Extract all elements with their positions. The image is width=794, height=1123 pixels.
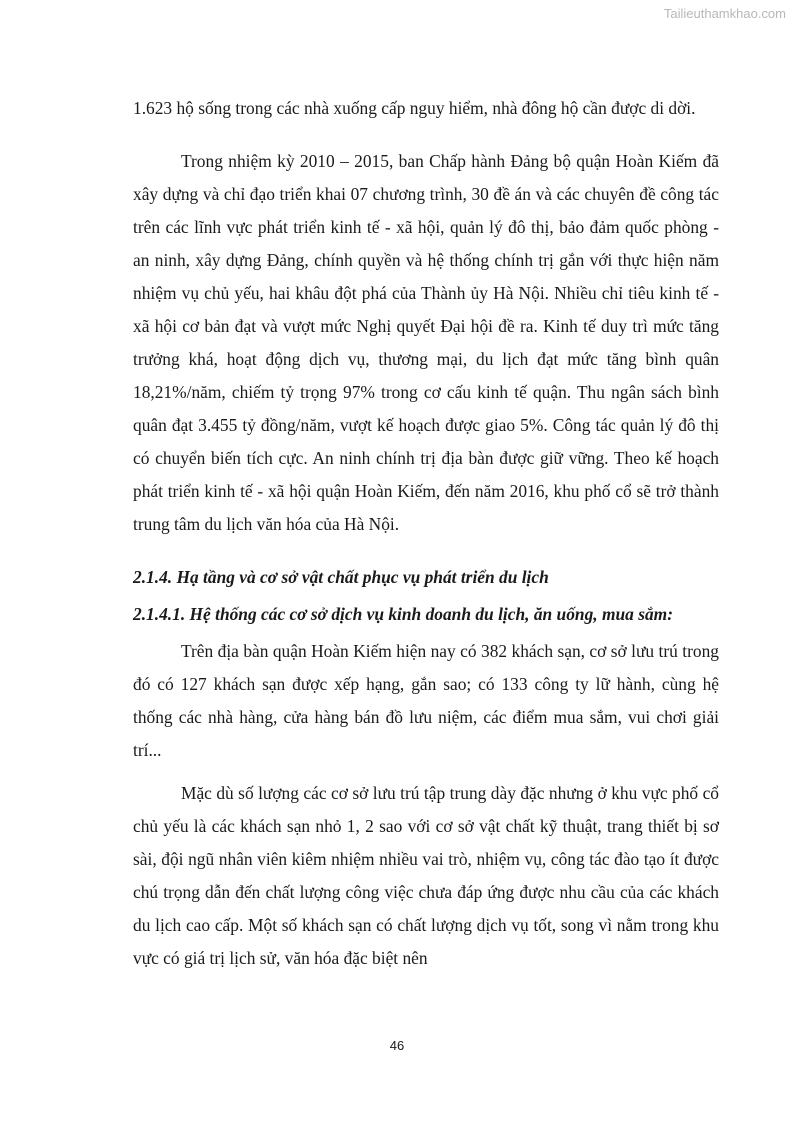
paragraph-1: 1.623 hộ sống trong các nhà xuống cấp nguy hiểm, nhà đông hộ cần được di dời. <box>133 98 696 118</box>
section-heading-2-1-4: 2.1.4. Hạ tầng và cơ sở vật chất phục vụ phát triển du lịch <box>133 567 549 587</box>
subsection-heading-2-1-4-1: 2.1.4.1. Hệ thống các cơ sở dịch vụ kinh doanh du lịch, ăn uống, mua sắm: <box>133 604 673 624</box>
document-body <box>133 92 719 975</box>
page-number: 46 <box>389 1038 405 1053</box>
paragraph-3: Trên địa bàn quận Hoàn Kiếm hiện nay có 382 khách sạn, cơ sở lưu trú trong đó có 127 khách sạn được xếp hạng, gắn sao; có 133 công ty lữ hành, cùng hệ thống các nhà hàng, cửa hàng bán đồ lưu niệm, các điểm mua sắm, vui chơi giải trí... <box>133 641 719 760</box>
paragraph-4: Mặc dù số lượng các cơ sở lưu trú tập trung dày đặc nhưng ở khu vực phố cổ chủ yếu là các khách sạn nhỏ 1, 2 sao với cơ sở vật chất kỹ thuật, trang thiết bị sơ sài, đội ngũ nhân viên kiêm nhiệm nhiều vai trò, nhiệm vụ, công tác đào tạo ít được chú trọng dẫn đến chất lượng công việc chưa đáp ứng được nhu cầu của các khách du lịch cao cấp. Một số khách sạn có chất lượng dịch vụ tốt, song vì nằm trong khu vực có giá trị lịch sử, văn hóa đặc biệt nên <box>133 783 719 968</box>
paragraph-2: Trong nhiệm kỳ 2010 – 2015, ban Chấp hành Đảng bộ quận Hoàn Kiếm đã xây dựng và chỉ đạo triển khai 07 chương trình, 30 đề án và các chuyên đề công tác trên các lĩnh vực phát triển kinh tế - xã hội, quản lý đô thị, bảo đảm quốc phòng - an ninh, xây dựng Đảng, chính quyền và hệ thống chính trị gắn với thực hiện năm nhiệm vụ chủ yếu, hai khâu đột phá của Thành ủy Hà Nội. Nhiều chỉ tiêu kinh tế - xã hội cơ bản đạt và vượt mức Nghị quyết Đại hội đề ra. Kinh tế duy trì mức tăng trưởng khá, hoạt động dịch vụ, thương mại, du lịch đạt mức tăng bình quân 18,21%/năm, chiếm tỷ trọng 97% trong cơ cấu kinh tế quận. Thu ngân sách bình quân đạt 3.455 tỷ đồng/năm, vượt kế hoạch được giao 5%. Công tác quản lý đô thị có chuyển biến tích cực. An ninh chính trị địa bàn được giữ vững. Theo kế hoạch phát triển kinh tế - xã hội quận Hoàn Kiếm, đến năm 2016, khu phố cổ sẽ trở thành trung tâm du lịch văn hóa của Hà Nội. <box>133 151 719 534</box>
watermark: Tailieuthamkhao.com <box>663 6 786 21</box>
